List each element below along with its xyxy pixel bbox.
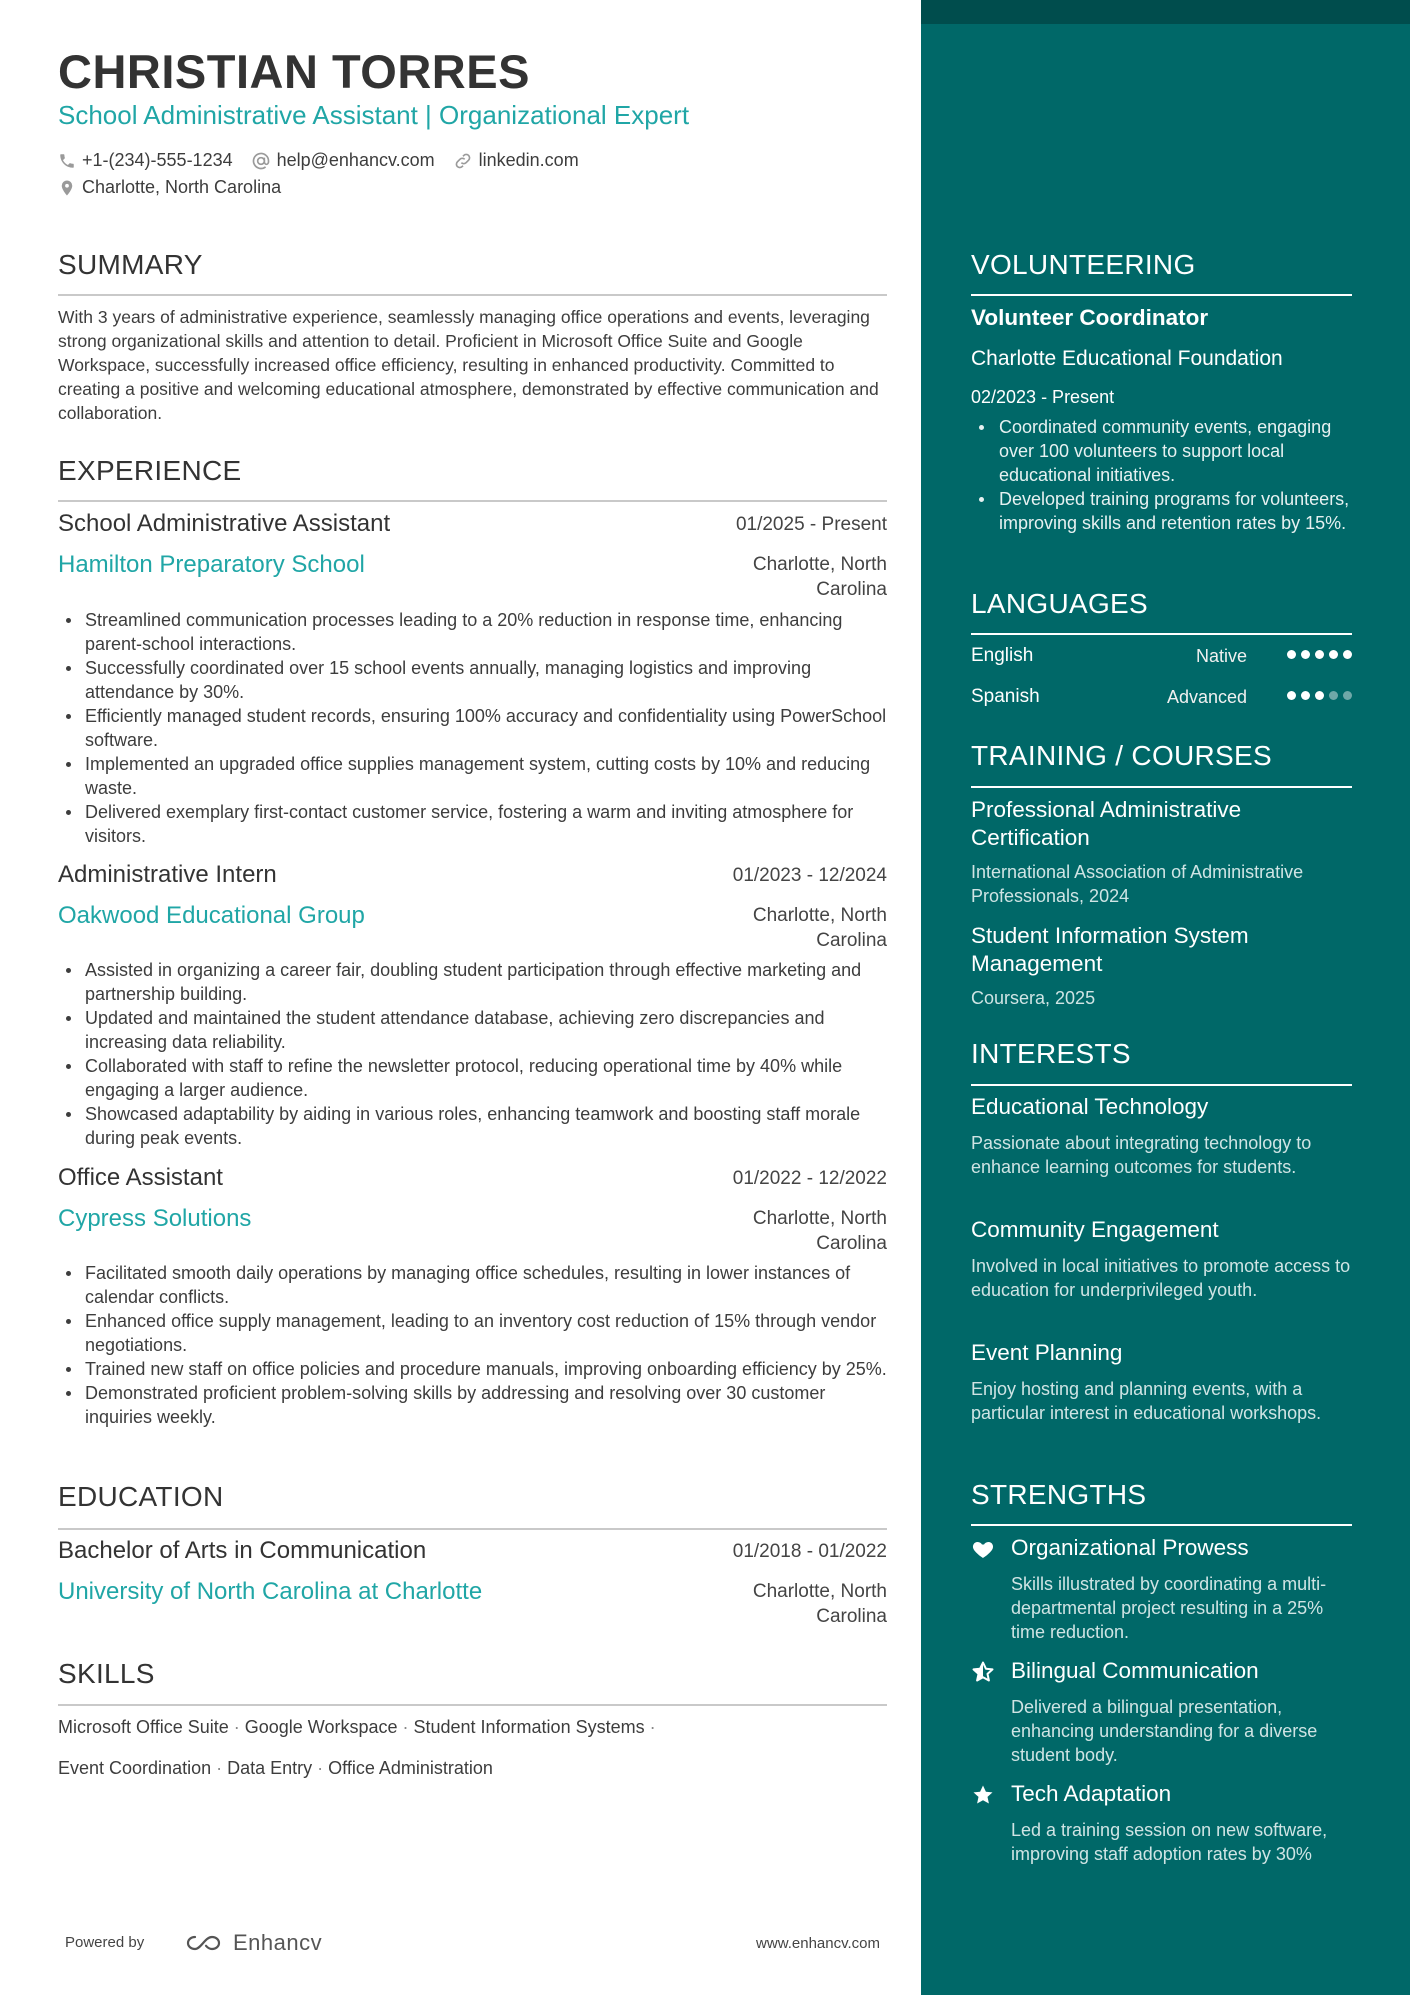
skill-separator: ·: [317, 1758, 324, 1778]
interest-detail: Involved in local initiatives to promote access to education for underprivileged youth.: [971, 1256, 1351, 1300]
language-name: Spanish: [971, 686, 1040, 707]
volunteer-dates: 02/2023 - Present: [971, 387, 1115, 407]
interest-detail: Passionate about integrating technology to enhance learning outcomes for students.: [971, 1133, 1312, 1177]
course-detail: International Association of Administrative Professionals, 2024: [971, 862, 1304, 906]
candidate-name: CHRISTIAN TORRES: [58, 45, 530, 98]
job-location: Charlotte, North Carolina: [752, 905, 887, 951]
contact-linkedin[interactable]: [453, 150, 579, 171]
location-text: Charlotte, North Carolina: [82, 177, 282, 197]
language-row: [971, 645, 1352, 669]
interests-heading: INTERESTS: [971, 1038, 1131, 1069]
job-location: Charlotte, North Carolina: [752, 554, 887, 600]
star-icon: [971, 1783, 995, 1807]
job-bullet: Streamlined communication processes leading to a 20% reduction in response time, enhancing parent-school interactions.: [58, 608, 887, 656]
skill-item: Event Coordination: [58, 1758, 212, 1778]
link-icon: [453, 151, 473, 171]
job-bullet: Assisted in organizing a career fair, doubling student participation through effective marketing and partnership building.: [58, 958, 887, 1006]
interest-name: Community Engagement: [971, 1217, 1219, 1242]
infinity-logo-icon: [183, 1931, 229, 1955]
job-bullet: Demonstrated proficient problem-solving skills by addressing and resolving over 30 customer inquiries weekly.: [58, 1381, 887, 1429]
volunteering-divider: [971, 294, 1352, 296]
job-bullet: Enhanced office supply management, leading to an inventory cost reduction of 15% through vendor negotiations.: [58, 1309, 887, 1357]
education-location: Charlotte, North Carolina: [752, 1581, 887, 1627]
job-bullet: Collaborated with staff to refine the newsletter protocol, reducing operational time by 40% while engaging a larger audience.: [58, 1054, 887, 1102]
sidebar: [921, 0, 1410, 1995]
strength-name: Bilingual Communication: [1011, 1658, 1259, 1683]
volunteer-bullet: Coordinated community events, engaging over 100 volunteers to support local educational initiatives.: [971, 415, 1352, 487]
job-bullet: Implemented an upgraded office supplies management system, cutting costs by 10% and reducing waste.: [58, 752, 887, 800]
job-title: Office Assistant: [58, 1164, 223, 1191]
job-title: School Administrative Assistant: [58, 510, 391, 537]
language-rating: [1282, 650, 1352, 659]
course-name: Student Information System Management: [971, 923, 1249, 976]
rating-dot-filled: [1315, 691, 1324, 700]
job-company: Hamilton Preparatory School: [58, 551, 365, 578]
rating-dot-filled: [1287, 691, 1296, 700]
volunteer-bullet: Developed training programs for volunteers, improving skills and retention rates by 15%.: [971, 487, 1352, 535]
job-company: Cypress Solutions: [58, 1205, 252, 1232]
job-bullets: [58, 608, 887, 848]
strengths-heading: STRENGTHS: [971, 1479, 1147, 1510]
heart-icon: [971, 1537, 995, 1561]
skill-item: Office Administration: [328, 1758, 493, 1778]
location-pin-icon: [58, 178, 76, 198]
training-heading: TRAINING / COURSES: [971, 740, 1272, 771]
skills-divider: [58, 1704, 887, 1706]
footer-url[interactable]: www.enhancv.com: [756, 1935, 880, 1952]
job-bullets: [58, 1261, 887, 1429]
strength-name: Tech Adaptation: [1011, 1781, 1172, 1806]
strength-detail: Skills illustrated by coordinating a multi-departmental project resulting in a 25% time reduction.: [1011, 1574, 1327, 1642]
skill-separator: ·: [233, 1717, 240, 1737]
language-row: [971, 686, 1352, 710]
experience-heading: EXPERIENCE: [58, 455, 242, 486]
rating-dot-filled: [1315, 650, 1324, 659]
main-column: [58, 0, 887, 1995]
summary-text: With 3 years of administrative experience, seamlessly managing office operations and events, leveraging strong organizational skills and attention to detail. Proficient in Microsoft Office Suite and Google Workspace, successfully increased office efficiency, resulting in enhanced productivity. Committed to creating a positive and welcoming educational atmosphere, demonstrated by effective communication and collaboration.: [58, 307, 879, 423]
skill-separator: ·: [216, 1758, 223, 1778]
job-location: Charlotte, North Carolina: [752, 1208, 887, 1254]
skill-item: Data Entry: [227, 1758, 313, 1778]
contact-location: [58, 177, 281, 198]
volunteering-heading: VOLUNTEERING: [971, 249, 1196, 280]
interest-name: Educational Technology: [971, 1094, 1209, 1119]
footer: [65, 1930, 880, 1960]
summary-divider: [58, 294, 887, 296]
skill-separator: ·: [649, 1717, 656, 1737]
contact-phone[interactable]: [58, 150, 233, 171]
candidate-headline: School Administrative Assistant | Organizational Expert: [58, 100, 690, 130]
logo-text: Enhancv: [233, 1930, 323, 1955]
education-dates: 01/2018 - 01/2022: [732, 1541, 887, 1562]
email-text: help@enhancv.com: [276, 150, 435, 170]
job-dates: 01/2023 - 12/2024: [732, 865, 887, 886]
language-level: Native: [1195, 646, 1247, 666]
training-divider: [971, 786, 1352, 788]
sidebar-top-band: [921, 0, 1410, 24]
volunteer-org: Charlotte Educational Foundation: [971, 347, 1283, 370]
powered-by-text: Powered by: [65, 1934, 145, 1951]
job-company: Oakwood Educational Group: [58, 902, 365, 929]
job-bullet: Trained new staff on office policies and procedure manuals, improving onboarding efficiency by 25%.: [58, 1357, 887, 1381]
job-bullet: Showcased adaptability by aiding in various roles, enhancing teamwork and boosting staff morale during peak events.: [58, 1102, 887, 1150]
job-bullet: Delivered exemplary first-contact customer service, fostering a warm and inviting atmosphere for visitors.: [58, 800, 887, 848]
skills-line: [58, 1748, 887, 1789]
rating-dot-empty: [1329, 691, 1338, 700]
rating-dot-filled: [1343, 650, 1352, 659]
rating-dot-empty: [1343, 691, 1352, 700]
languages-heading: LANGUAGES: [971, 588, 1148, 619]
school-name: University of North Carolina at Charlotte: [58, 1578, 483, 1605]
rating-dot-filled: [1287, 650, 1296, 659]
volunteer-bullets: [971, 415, 1352, 535]
strengths-divider: [971, 1524, 1352, 1526]
experience-divider: [58, 500, 887, 502]
languages-divider: [971, 633, 1352, 635]
education-heading: EDUCATION: [58, 1481, 224, 1512]
language-level: Advanced: [1166, 687, 1247, 707]
degree-title: Bachelor of Arts in Communication: [58, 1537, 427, 1564]
summary-heading: SUMMARY: [58, 249, 203, 280]
skill-item: Microsoft Office Suite: [58, 1717, 229, 1737]
rating-dot-filled: [1329, 650, 1338, 659]
language-rating: [1282, 691, 1352, 700]
star-half-icon: [971, 1660, 995, 1684]
job-bullet: Updated and maintained the student attendance database, achieving zero discrepancies and increasing data reliability.: [58, 1006, 887, 1054]
job-dates: 01/2022 - 12/2022: [732, 1168, 887, 1189]
skills-list: [58, 1707, 887, 1789]
linkedin-text: linkedin.com: [478, 150, 579, 170]
job-dates: 01/2025 - Present: [735, 514, 887, 535]
interests-divider: [971, 1084, 1352, 1086]
skill-item: Google Workspace: [244, 1717, 398, 1737]
course-detail: Coursera, 2025: [971, 988, 1096, 1008]
job-bullet: Efficiently managed student records, ensuring 100% accuracy and confidentiality using PowerSchool software.: [58, 704, 887, 752]
phone-text: +1-(234)-555-1234: [82, 150, 233, 170]
job-bullet: Facilitated smooth daily operations by managing office schedules, resulting in lower instances of calendar conflicts.: [58, 1261, 887, 1309]
skills-heading: SKILLS: [58, 1658, 155, 1689]
course-name: Professional Administrative Certification: [971, 797, 1242, 850]
job-title: Administrative Intern: [58, 861, 277, 888]
interest-detail: Enjoy hosting and planning events, with a particular interest in educational workshops.: [971, 1379, 1322, 1423]
volunteer-role: Volunteer Coordinator: [971, 305, 1209, 330]
skill-separator: ·: [402, 1717, 409, 1737]
skill-item: Student Information Systems: [413, 1717, 645, 1737]
contact-row: [58, 150, 597, 171]
phone-icon: [58, 152, 76, 170]
education-divider: [58, 1528, 887, 1530]
strength-detail: Led a training session on new software, improving staff adoption rates by 30%: [1011, 1820, 1328, 1864]
enhancv-logo[interactable]: [183, 1930, 322, 1956]
skills-line: [58, 1707, 887, 1748]
contact-email[interactable]: [251, 150, 435, 171]
job-bullet: Successfully coordinated over 15 school events annually, managing logistics and improving attendance by 30%.: [58, 656, 887, 704]
at-icon: [251, 151, 271, 171]
job-bullets: [58, 958, 887, 1150]
interest-name: Event Planning: [971, 1340, 1123, 1365]
rating-dot-filled: [1301, 650, 1310, 659]
strength-detail: Delivered a bilingual presentation, enhancing understanding for a diverse student body.: [1011, 1697, 1318, 1765]
rating-dot-filled: [1301, 691, 1310, 700]
strength-name: Organizational Prowess: [1011, 1535, 1249, 1560]
language-name: English: [971, 645, 1034, 666]
